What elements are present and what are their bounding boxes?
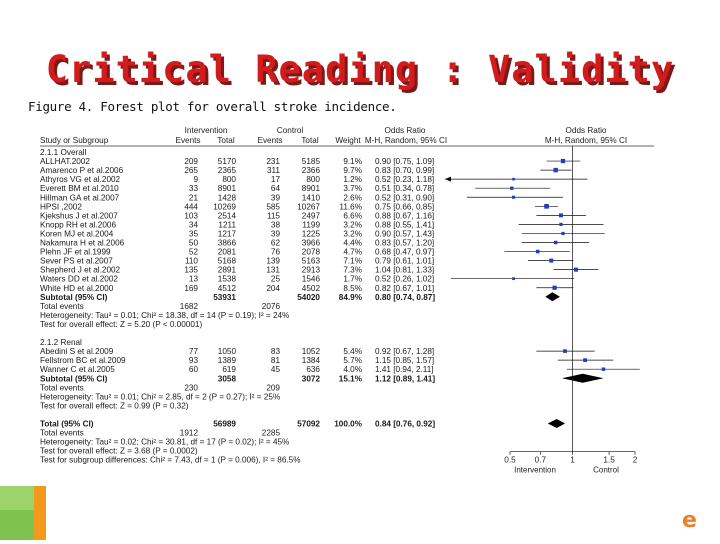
total-control: 3072	[301, 374, 320, 384]
weight-value: 8.5%	[343, 283, 362, 293]
events-intervention: 1682	[179, 301, 198, 311]
study-point	[553, 168, 557, 172]
total-intervention: 1217	[217, 229, 236, 239]
total-intervention: 1428	[217, 193, 236, 203]
study-point	[602, 368, 605, 371]
events-control: 2285	[261, 428, 280, 438]
header-events-1: Events	[175, 136, 201, 145]
events-intervention: 103	[184, 211, 198, 221]
header-plot-odds-ratio: Odds Ratio	[565, 126, 607, 135]
odds-ratio-ci: 1.41 [0.94, 2.11]	[375, 365, 434, 375]
odds-ratio-ci: 1.15 [0.85, 1.57]	[375, 356, 435, 366]
pooled-diamond	[562, 374, 603, 383]
study-point	[544, 204, 549, 209]
weight-value: 3.2%	[343, 220, 362, 230]
odds-ratio-ci: 0.84 [0.76, 0.92]	[375, 419, 436, 429]
total-control: 2366	[301, 166, 320, 176]
study-name: Athyros VG et al.2002	[40, 175, 121, 185]
study-name: Wanner C et al.2005	[40, 365, 115, 375]
events-intervention: 135	[184, 265, 198, 275]
header-odds-ratio: Odds Ratio	[384, 126, 426, 135]
header-total-1: Total	[217, 136, 235, 145]
odds-ratio-ci: 0.83 [0.57, 1.20]	[375, 238, 435, 248]
events-control: 311	[266, 166, 280, 176]
decorative-orange-block	[34, 486, 46, 540]
study-name: HPSI ,2002	[40, 202, 82, 212]
total-control: 57092	[297, 419, 320, 429]
pooled-diamond	[548, 419, 565, 428]
forest-plot	[40, 122, 720, 540]
ci-arrow	[445, 177, 451, 182]
weight-value: 5.4%	[343, 347, 362, 357]
study-name: Koren MJ et al.2004	[40, 229, 114, 239]
cropped-letter-glyph: e	[682, 508, 697, 533]
events-intervention: 77	[188, 347, 198, 357]
weight-value: 4.4%	[343, 238, 362, 248]
total-intervention: 3058	[217, 374, 236, 384]
total-intervention: 10269	[213, 202, 236, 212]
study-name: Sever PS et al.2007	[40, 256, 113, 266]
study-name: Fellstrom BC et al.2009	[40, 356, 126, 366]
events-intervention: 21	[188, 193, 198, 203]
header-study: Study or Subgroup	[40, 136, 109, 145]
study-point	[512, 196, 515, 199]
total-control: 1546	[301, 274, 320, 284]
weight-value: 15.1%	[338, 374, 362, 384]
events-control: 209	[266, 383, 280, 393]
events-intervention: 209	[184, 157, 198, 167]
study-point	[559, 223, 562, 226]
subgroup-label: 2.1.2 Renal	[40, 338, 82, 348]
events-intervention: 265	[184, 166, 198, 176]
events-intervention: 34	[188, 220, 198, 230]
header-control: Control	[276, 126, 304, 135]
odds-ratio-ci: 0.75 [0.66, 0.85]	[375, 202, 435, 212]
odds-ratio-ci: 0.52 [0.31, 0.90]	[375, 193, 435, 203]
study-name: Abedini S et al.2009	[40, 347, 114, 357]
header-events-2: Events	[257, 136, 283, 145]
total-control: 1052	[301, 347, 320, 357]
odds-ratio-ci: 0.83 [0.70, 0.99]	[375, 166, 435, 176]
events-intervention: 35	[188, 229, 198, 239]
total-control: 8901	[301, 184, 320, 194]
total-intervention: 4512	[217, 283, 236, 293]
study-point	[561, 232, 564, 235]
subtotal-label: Total (95% CI)	[40, 419, 94, 429]
events-control: 62	[270, 238, 280, 248]
pooled-diamond	[545, 292, 560, 301]
total-control: 54020	[297, 292, 320, 302]
study-point	[552, 286, 556, 290]
events-control: 115	[266, 211, 280, 221]
odds-ratio-ci: 0.90 [0.57, 1.43]	[375, 229, 435, 239]
events-control: 139	[266, 256, 280, 266]
stat-text: Test for overall effect: Z = 5.20 (P < 0.00001)	[40, 319, 203, 329]
odds-ratio-ci: 0.52 [0.23, 1.18]	[375, 175, 435, 185]
odds-ratio-ci: 0.51 [0.34, 0.78]	[375, 184, 435, 194]
total-intervention: 800	[222, 175, 236, 185]
events-intervention: 230	[184, 383, 198, 393]
events-intervention: 93	[188, 356, 198, 366]
stat-text: Total events	[40, 383, 84, 393]
total-intervention: 2514	[217, 211, 236, 221]
weight-value: 9.7%	[343, 166, 362, 176]
study-point	[536, 250, 540, 254]
header-total-2: Total	[301, 136, 319, 145]
total-intervention: 2891	[217, 265, 236, 275]
stat-text: Total events	[40, 428, 84, 438]
total-intervention: 2081	[217, 247, 236, 257]
odds-ratio-ci: 0.80 [0.74, 0.87]	[375, 292, 436, 302]
events-intervention: 52	[188, 247, 198, 257]
stat-text: Test for overall effect: Z = 0.99 (P = 0.32)	[40, 401, 189, 411]
weight-value: 3.2%	[343, 229, 362, 239]
axis-tick-label: 1	[570, 455, 575, 465]
total-control: 1384	[301, 356, 320, 366]
total-intervention: 2365	[217, 166, 236, 176]
events-intervention: 50	[188, 238, 198, 248]
events-control: 585	[266, 202, 280, 212]
weight-value: 3.7%	[343, 184, 362, 194]
events-intervention: 60	[188, 365, 198, 375]
total-intervention: 1050	[217, 347, 236, 357]
weight-value: 7.1%	[343, 256, 362, 266]
total-intervention: 3866	[217, 238, 236, 248]
axis-tick-label: 0.5	[504, 455, 516, 465]
weight-value: 7.3%	[343, 265, 362, 275]
axis-tick-label: 1.5	[603, 455, 615, 465]
total-intervention: 1211	[218, 220, 236, 230]
stat-text: Heterogeneity: Tau² = 0.01; Chi² = 18.38, df = 14 (P = 0.19); I² = 24%	[40, 310, 290, 320]
study-point	[574, 268, 578, 272]
stat-text: Heterogeneity: Tau² = 0.01; Chi² = 2.85, df = 2 (P = 0.27); I² = 25%	[40, 392, 281, 402]
total-intervention: 8901	[217, 184, 236, 194]
header-plot-method: M-H, Random, 95% CI	[544, 136, 628, 145]
stat-text: Total events	[40, 301, 84, 311]
total-control: 800	[306, 175, 320, 185]
stat-text: Test for subgroup differences: Chi² = 7.43, df = 1 (P = 0.006), I² = 86.5%	[40, 455, 301, 465]
total-intervention: 5168	[217, 256, 236, 266]
total-control: 4502	[301, 283, 320, 293]
weight-value: 5.7%	[343, 356, 362, 366]
decorative-green-block-dark	[0, 510, 34, 540]
total-control: 2078	[301, 247, 320, 257]
study-name: Kjekshus J et al.2007	[40, 211, 118, 221]
total-control: 3966	[301, 238, 320, 248]
odds-ratio-ci: 0.68 [0.47, 0.97]	[375, 247, 435, 257]
events-control: 17	[270, 175, 280, 185]
study-name: Plehn JF et al.1999	[40, 247, 111, 257]
total-control: 5185	[301, 157, 320, 167]
events-intervention: 169	[184, 283, 198, 293]
events-intervention: 33	[188, 184, 198, 194]
events-control: 2076	[261, 301, 280, 311]
study-point	[559, 213, 563, 217]
total-control: 10267	[297, 202, 320, 212]
header-intervention: Intervention	[184, 126, 228, 135]
study-point	[512, 178, 515, 181]
events-control: 64	[270, 184, 280, 194]
events-control: 39	[270, 193, 280, 203]
total-intervention: 1389	[217, 356, 236, 366]
total-control: 2913	[301, 265, 320, 275]
events-control: 81	[270, 356, 280, 366]
weight-value: 6.6%	[343, 211, 362, 221]
events-intervention: 13	[188, 274, 198, 284]
weight-value: 4.0%	[343, 365, 362, 375]
weight-value: 4.7%	[343, 247, 362, 257]
weight-value: 1.7%	[343, 274, 362, 284]
events-control: 76	[270, 247, 280, 257]
odds-ratio-ci: 0.79 [0.61, 1.01]	[375, 256, 435, 266]
odds-ratio-ci: 1.04 [0.81, 1.33]	[375, 265, 435, 275]
study-name: Hillman GA et al.2007	[40, 193, 120, 203]
total-control: 1225	[301, 229, 320, 239]
total-intervention: 1538	[217, 274, 236, 284]
events-control: 204	[266, 283, 280, 293]
total-intervention: 619	[222, 365, 236, 375]
header-method: M-H, Random, 95% CI	[364, 136, 448, 145]
study-name: Everett BM et al.2010	[40, 184, 119, 194]
weight-value: 11.6%	[339, 202, 362, 212]
odds-ratio-ci: 0.88 [0.67, 1.16]	[375, 211, 435, 221]
study-point	[554, 241, 557, 244]
events-control: 83	[270, 347, 280, 357]
study-point	[561, 159, 565, 163]
events-intervention: 110	[184, 256, 198, 266]
odds-ratio-ci: 0.52 [0.26, 1.02]	[375, 274, 435, 284]
events-intervention: 1912	[179, 428, 198, 438]
subgroup-label: 2.1.1 Overall	[40, 148, 87, 157]
odds-ratio-ci: 1.12 [0.89, 1.41]	[375, 374, 436, 384]
total-intervention: 56989	[213, 419, 236, 429]
study-name: Nakamura H et al.2006	[40, 238, 125, 248]
total-control: 636	[306, 365, 320, 375]
slide-title: Critical Reading : Validity	[45, 48, 675, 91]
study-name: Amarenco P et al.2006	[40, 166, 124, 176]
subtotal-label: Subtotal (95% CI)	[40, 292, 108, 302]
total-control: 5163	[301, 256, 320, 266]
odds-ratio-ci: 0.90 [0.75, 1.09]	[375, 157, 435, 167]
header-weight: Weight	[335, 136, 361, 145]
figure-caption: Figure 4. Forest plot for overall stroke incidence.	[28, 99, 397, 114]
study-name: ALLHAT.2002	[40, 157, 90, 167]
study-name: Waters DD et al.2002	[40, 274, 118, 284]
subtotal-label: Subtotal (95% CI)	[40, 374, 108, 384]
events-intervention: 9	[193, 175, 198, 185]
stat-text: Test for overall effect: Z = 3.68 (P = 0.0002)	[40, 446, 198, 456]
total-intervention: 53931	[213, 292, 236, 302]
total-control: 2497	[301, 211, 320, 221]
weight-value: 9.1%	[343, 157, 362, 167]
total-control: 1410	[301, 193, 320, 203]
study-point	[512, 277, 515, 280]
events-control: 231	[266, 157, 280, 167]
weight-value: 84.9%	[338, 292, 362, 302]
events-control: 39	[270, 229, 280, 239]
odds-ratio-ci: 0.88 [0.55, 1.41]	[375, 220, 435, 230]
axis-tick-label: 2	[632, 455, 638, 465]
events-control: 38	[270, 220, 280, 230]
study-point	[510, 187, 513, 190]
total-intervention: 5170	[217, 157, 236, 167]
favours-control-label: Control	[593, 465, 619, 475]
favours-intervention-label: Intervention	[514, 465, 556, 475]
axis-tick-label: 0.7	[534, 455, 547, 465]
weight-value: 1.2%	[343, 175, 362, 185]
odds-ratio-ci: 0.82 [0.67, 1.01]	[375, 283, 435, 293]
study-point	[583, 358, 587, 362]
events-control: 45	[270, 365, 280, 375]
events-intervention: 444	[184, 202, 198, 212]
odds-ratio-ci: 0.92 [0.67, 1.28]	[375, 347, 435, 357]
study-name: White HD et al.2000	[40, 283, 114, 293]
weight-value: 2.6%	[343, 193, 362, 203]
forest-plot-svg	[40, 122, 720, 540]
events-control: 25	[270, 274, 280, 284]
stat-text: Heterogeneity: Tau² = 0.02; Chi² = 30.81, df = 17 (P = 0.02); I² = 45%	[40, 437, 290, 447]
study-point	[563, 349, 567, 353]
total-control: 1199	[302, 220, 320, 230]
events-control: 131	[266, 265, 280, 275]
study-name: Shepherd J et al.2002	[40, 265, 121, 275]
study-name: Knopp RH et al.2006	[40, 220, 117, 230]
study-point	[549, 259, 553, 263]
weight-value: 100.0%	[334, 419, 362, 429]
